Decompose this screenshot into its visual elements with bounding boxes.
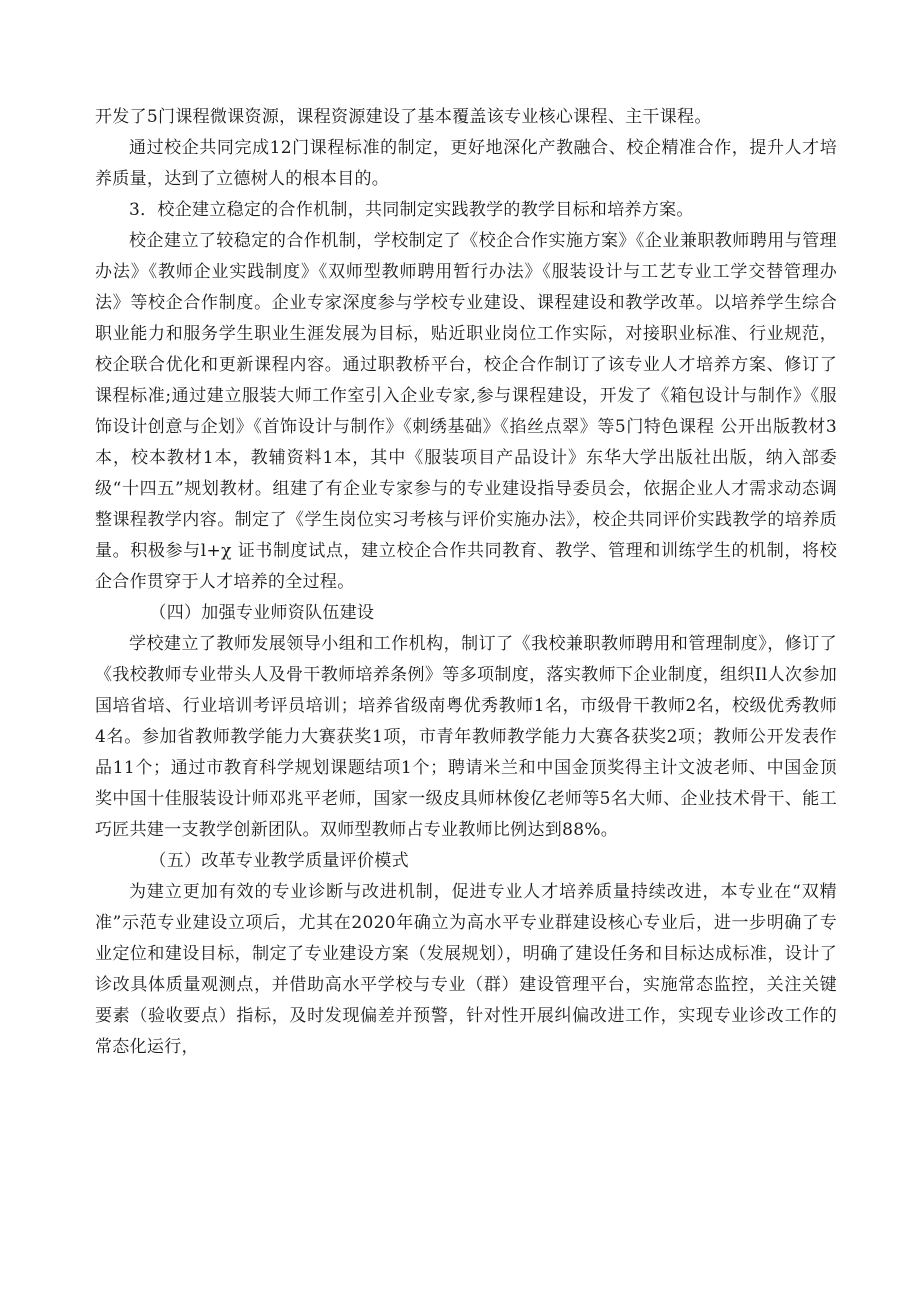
section-heading-faculty: （四）加强专业师资队伍建设 — [149, 603, 375, 623]
paragraph-faculty-development: 学校建立了教师发展领导小组和工作机构，制订了《我校兼职教师聘用和管理制度》，修订了《我校教师专业带头人及骨干教师培养条例》等多项制度，落实教师下企业制度，组织Il人次参加国培省培、行业培训考评员培训；培养省级南粤优秀教师1名，市级骨干教师2名，校级优秀教师4名。参加省教师教学能力大赛获奖1项，市青年教师教学能力大赛各获奖2项；教师公开发表作品11个；通过市教育科学规划课题结项1个；聘请米兰和中国金顶奖得主计文波老师、中国金顶奖中国十佳服装设计师邓兆平老师，国家一级皮具师林俊亿老师等5名大师、企业技术骨干、能工巧匠共建一支教学创新团队。双师型教师占专业教师比例达到88%。 — [95, 634, 837, 840]
section-heading-quality-evaluation: （五）改革专业教学质量评价模式 — [149, 851, 409, 871]
paragraph-quality-evaluation: 为建立更加有效的专业诊断与改进机制，促进专业人才培养质量持续改进，本专业在“双精准”示范专业建设立项后，尤其在2020年确立为高水平专业群建设核心专业后，进一步明确了专业定位和建设目标，制定了专业建设方案（发展规划），明确了建设任务和目标达成标准，设计了诊改具体质量观测点，并借助高水平学校与专业（群）建设管理平台，实施常态监控，关注关键要素（验收要点）指标，及时发现偏差并预警，针对性开展纠偏改进工作，实现专业诊改工作的常态化运行， — [95, 882, 837, 1057]
paragraph-course-standards: 通过校企共同完成12门课程标准的制定，更好地深化产教融合、校企精准合作，提升人才培养质量，达到了立德树人的根本目的。 — [95, 138, 837, 189]
paragraph-cooperation-mechanism: 校企建立了较稳定的合作机制，学校制定了《校企合作实施方案》《企业兼职教师聘用与管理办法》《教师企业实践制度》《双师型教师聘用暂行办法》《服装设计与工艺专业工学交替管理办法》等校企合作制度。企业专家深度参与学校专业建设、课程建设和教学改革。以培养学生综合职业能力和服务学生职业生涯发展为目标，贴近职业岗位工作实际，对接职业标准、行业规范，校企联合优化和更新课程内容。通过职教桥平台，校企合作制订了该专业人才培养方案、修订了课程标准;通过建立服装大师工作室引入企业专家,参与课程建设，开发了《箱包设计与制作》《服饰设计创意与企划》《首饰设计与制作》《刺绣基础》《掐丝点翠》等5门特色课程 公开出版教材3本，校本教材1本，教辅资料1本，其中《服装项目产品设计》东华大学出版社出版，纳入部委级“十四五”规划教材。组建了有企业专家参与的专业建设指导委员会，依据企业人才需求动态调整课程教学内容。制定了《学生岗位实习考核与评价实施办法》，校企共同评价实践教学的培养质量。积极参与l+χ 证书制度试点，建立校企合作共同教育、教学、管理和训练学生的机制，将校企合作贯穿于人才培养的全过程。 — [95, 231, 837, 592]
paragraph-continuation: 开发了5门课程微课资源，课程资源建设了基本覆盖该专业核心课程、主干课程。 — [95, 107, 712, 127]
section-heading-cooperation: 3．校企建立稳定的合作机制，共同制定实践教学的教学目标和培养方案。 — [129, 200, 694, 220]
document-page — [95, 102, 837, 1063]
